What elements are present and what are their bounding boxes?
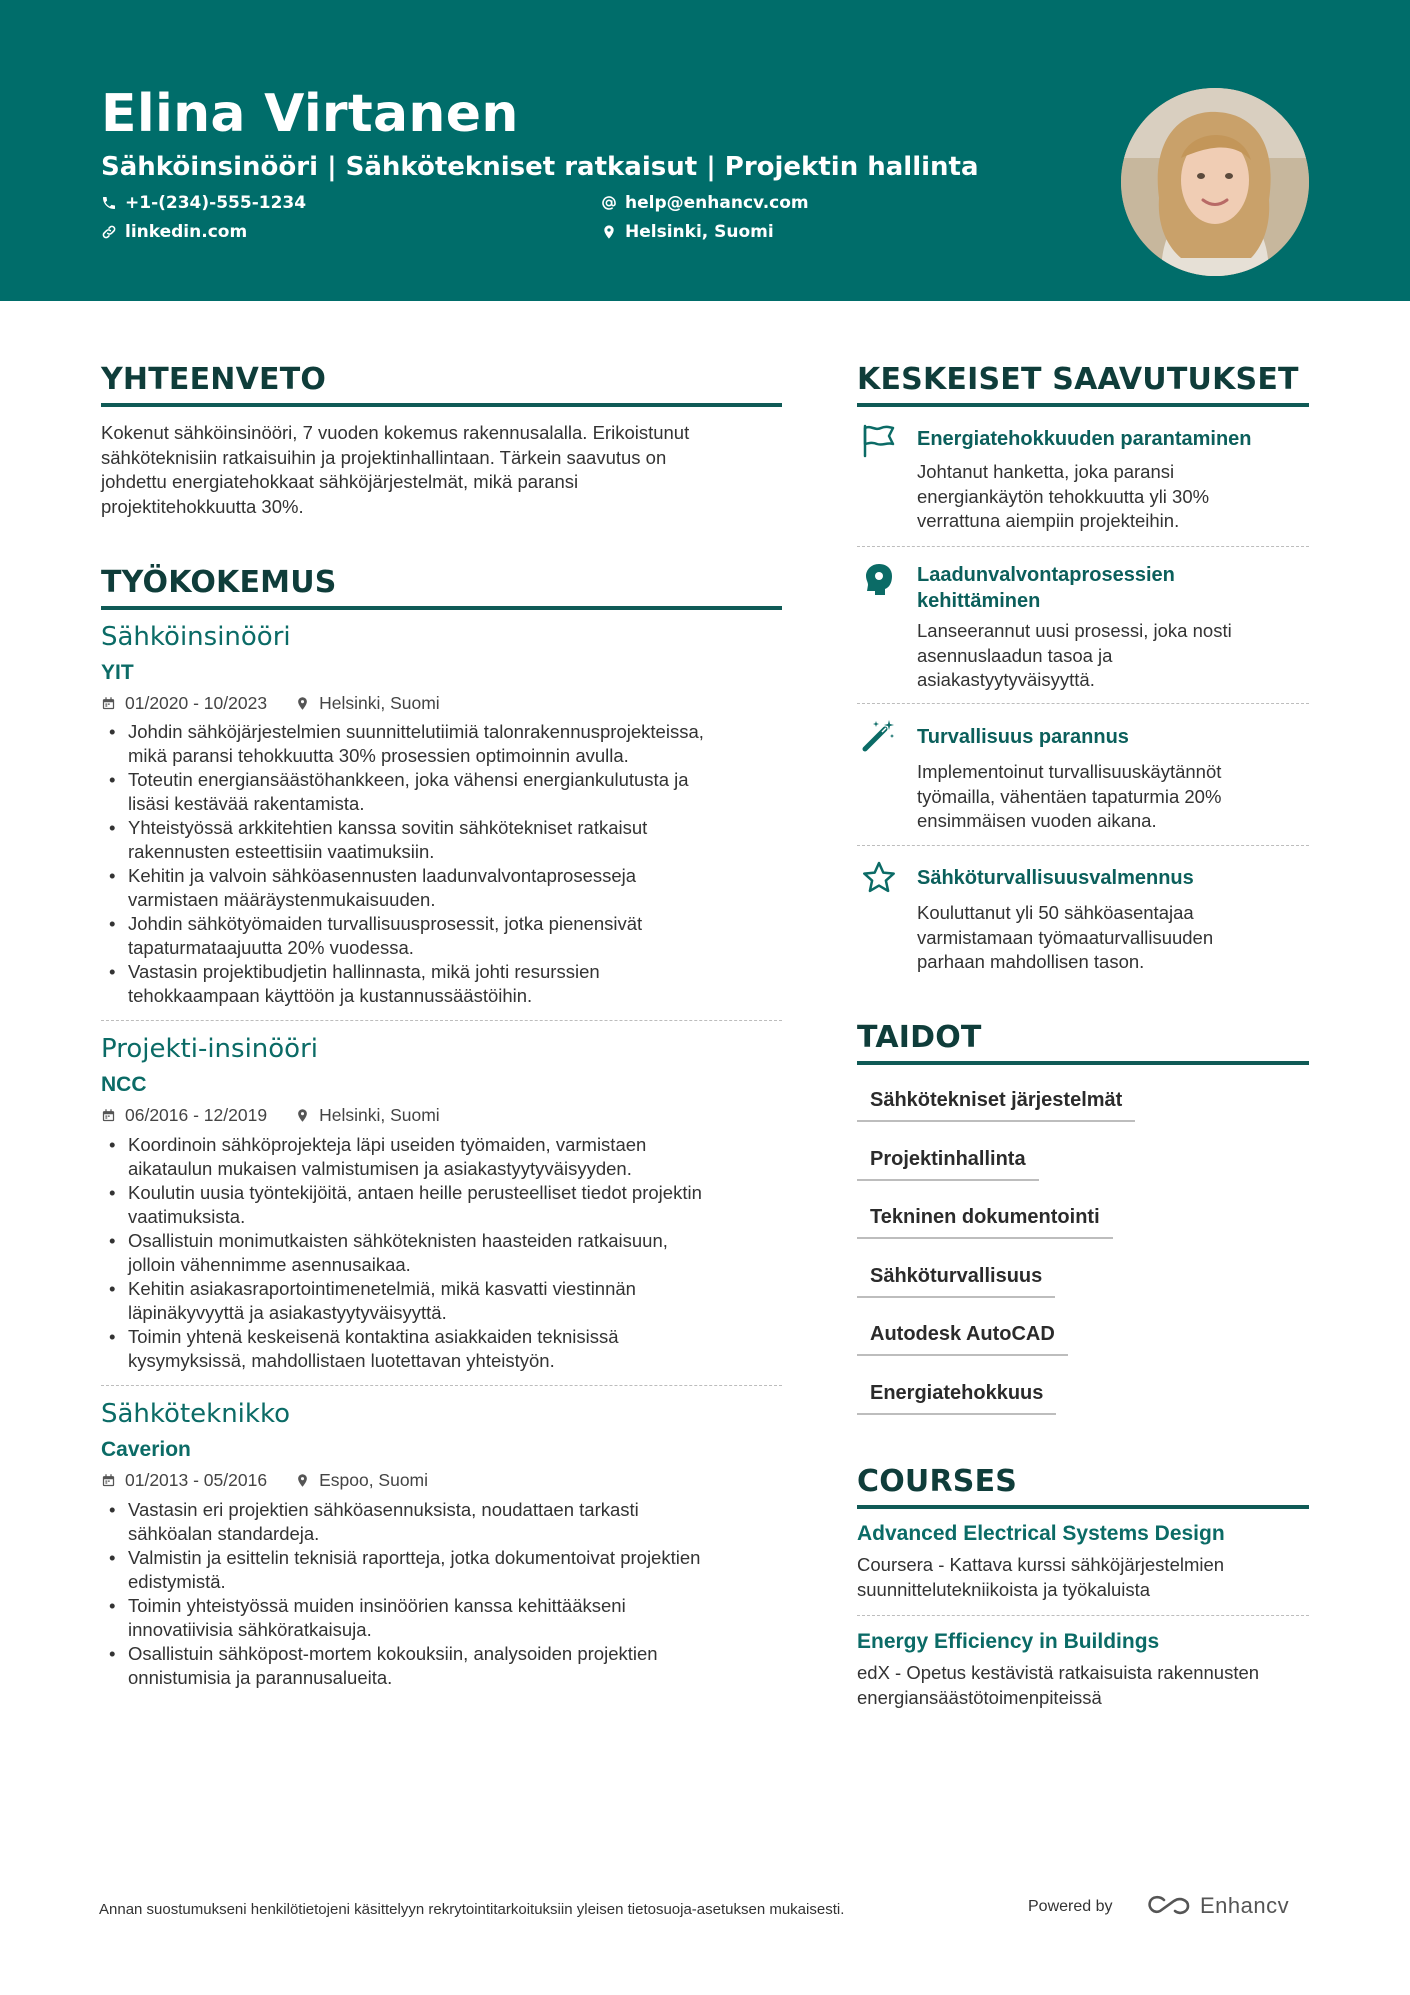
- course-title: Advanced Electrical Systems Design: [857, 1522, 1225, 1545]
- bullet-item: • Yhteistyössä arkkitehtien kanssa sovitin sähkötekniset ratkaisut rakennusten esteettisiin vaatimuksiin.: [101, 816, 791, 864]
- job-location: Helsinki, Suomi: [319, 1105, 440, 1125]
- bullet-item: • Osallistuin monimutkaisten sähköteknisten haasteiden ratkaisuun, jolloin vähennimme asennusaikaa.: [101, 1229, 791, 1277]
- powered-by-label: Powered by: [1028, 1898, 1113, 1915]
- job-bullets: [101, 1498, 791, 1690]
- job-title: Projekti-insinööri: [101, 1034, 319, 1064]
- candidate-subtitle: Sähköinsinööri | Sähkötekniset ratkaisut | Projektin hallinta: [101, 152, 979, 182]
- job-location: Helsinki, Suomi: [319, 693, 440, 713]
- achievement-desc: Lanseerannut uusi prosessi, joka nosti asennuslaadun tasoa ja asiakastyytyväisyyttä.: [917, 620, 1232, 690]
- job-dates: 01/2013 - 05/2016: [125, 1470, 268, 1490]
- bullet-item: • Johdin sähkötyömaiden turvallisuusprosessit, jotka pienensivät tapaturmataajuutta 20% vuodessa.: [101, 912, 791, 960]
- achievement-title: Laadunvalvontaprosessien kehittäminen: [917, 564, 1175, 612]
- profile-photo: [1121, 88, 1309, 276]
- bullet-item: • Koulutin uusia työntekijöitä, antaen heille perusteelliset tiedot projektin vaatimuksista.: [101, 1181, 791, 1229]
- bullet-item: • Koordinoin sähköprojekteja läpi useiden työmaiden, varmistaen aikataulun mukaisen valmistumisen ja asiakastyytyväisyyden.: [101, 1133, 791, 1181]
- divider: [101, 1020, 782, 1021]
- divider: [857, 1615, 1309, 1616]
- location-pin-icon: [601, 224, 617, 240]
- course-desc: Coursera - Kattava kurssi sähköjärjestelmien suunnittelutekniikoista ja työkaluista: [857, 1554, 1225, 1600]
- job-meta: [101, 1105, 440, 1126]
- achievement-desc: Johtanut hanketta, joka paransi energiankäytön tehokkuutta yli 30% verrattuna aiempiin projekteihin.: [917, 461, 1210, 531]
- contact-linkedin[interactable]: [101, 222, 247, 242]
- link-icon: [101, 224, 117, 240]
- divider: [857, 546, 1309, 547]
- job-bullets: [101, 720, 791, 1008]
- enhancv-logo[interactable]: [1146, 1893, 1289, 1919]
- job-meta: [101, 693, 440, 714]
- achievements-heading: KESKEISET SAAVUTUKSET: [857, 362, 1309, 407]
- achievement-desc: Implementoinut turvallisuuskäytännöt työmailla, vähentäen tapaturmia 20% ensimmäisen vuoden aikana.: [917, 761, 1222, 831]
- summary-line: projektitehokkuutta 30%.: [101, 495, 304, 517]
- summary-line: Kokenut sähköinsinööri, 7 vuoden kokemus rakennusalalla. Erikoistunut: [101, 422, 690, 443]
- achievement-title: Energiatehokkuuden parantaminen: [917, 428, 1252, 450]
- location-text: Helsinki, Suomi: [625, 222, 774, 242]
- job-meta: [101, 1470, 428, 1491]
- course-desc: edX - Opetus kestävistä ratkaisuista rakennusten energiansäästötoimenpiteissä: [857, 1662, 1260, 1708]
- skill-tag: Sähkötekniset järjestelmät: [857, 1089, 1135, 1122]
- divider: [101, 1385, 782, 1386]
- flag-icon: [861, 422, 897, 458]
- summary-line: johdettu energiatehokkaat sähköjärjestelmät, mikä paransi: [101, 471, 579, 492]
- course-title: Energy Efficiency in Buildings: [857, 1630, 1160, 1653]
- achievement-desc: Kouluttanut yli 50 sähköasentajaa varmistamaan työmaaturvallisuuden parhaan mahdollisen tason.: [917, 902, 1214, 972]
- divider: [857, 845, 1309, 846]
- header-banner: [0, 0, 1410, 301]
- bullet-item: • Osallistuin sähköpost-mortem kokouksiin, analysoiden projektien onnistumisia ja parannusalueita.: [101, 1642, 791, 1690]
- head-icon: [861, 561, 897, 597]
- summary-heading: YHTEENVETO: [101, 362, 782, 407]
- summary-line: sähköteknisiin ratkaisuihin ja projektinhallintaan. Tärkein saavutus on: [101, 446, 667, 468]
- enhancv-logo-icon: [1146, 1893, 1192, 1919]
- courses-heading: COURSES: [857, 1464, 1309, 1509]
- contact-email[interactable]: [601, 193, 809, 213]
- skills-heading: TAIDOT: [857, 1020, 1309, 1065]
- job-dates: 01/2020 - 10/2023: [125, 693, 268, 713]
- gdpr-consent: Annan suostumukseni henkilötietojeni käsittelyyn rekrytointitarkoituksiin yleisen tietosuoja-asetuksen mukaisesti.: [99, 1901, 845, 1918]
- contact-location: [601, 222, 774, 242]
- phone-icon: [101, 195, 117, 211]
- email-text: help@enhancv.com: [625, 193, 809, 213]
- calendar-icon: [101, 1108, 116, 1123]
- calendar-icon: [101, 696, 116, 711]
- bullet-item: • Valmistin ja esittelin teknisiä raportteja, jotka dokumentoivat projektien edistymistä.: [101, 1546, 791, 1594]
- skill-tag: Autodesk AutoCAD: [857, 1323, 1068, 1356]
- bullet-item: • Toimin yhtenä keskeisenä kontaktina asiakkaiden teknisissä kysymyksissä, mahdollistaen luotettavan yhteistyön.: [101, 1325, 791, 1373]
- job-company: Caverion: [101, 1438, 191, 1461]
- at-icon: [601, 195, 617, 211]
- contact-phone[interactable]: [101, 193, 306, 213]
- location-pin-icon: [295, 1473, 310, 1488]
- bullet-item: • Johdin sähköjärjestelmien suunnittelutiimiä talonrakennusprojekteissa, mikä paransi tehokkuutta 30% prosessien optimoinnin avulla.: [101, 720, 791, 768]
- summary-text: [101, 421, 801, 519]
- skill-tag: Sähköturvallisuus: [857, 1265, 1055, 1298]
- divider: [857, 703, 1309, 704]
- achievement-title: Turvallisuus parannus: [917, 726, 1129, 748]
- skill-tag: Tekninen dokumentointi: [857, 1206, 1113, 1239]
- bullet-item: • Vastasin eri projektien sähköasennuksista, noudattaen tarkasti sähköalan standardeja.: [101, 1498, 791, 1546]
- skill-tag: Energiatehokkuus: [857, 1382, 1056, 1415]
- skill-tag: Projektinhallinta: [857, 1148, 1039, 1181]
- job-company: NCC: [101, 1073, 147, 1096]
- achievement-title: Sähköturvallisuusvalmennus: [917, 867, 1194, 889]
- calendar-icon: [101, 1473, 116, 1488]
- phone-text: +1-(234)-555-1234: [125, 193, 307, 213]
- candidate-name: Elina Virtanen: [101, 84, 519, 144]
- enhancv-logo-text: Enhancv: [1200, 1893, 1290, 1918]
- star-icon: [861, 860, 897, 896]
- magic-wand-icon: [861, 717, 897, 753]
- job-location: Espoo, Suomi: [319, 1470, 429, 1490]
- job-bullets: [101, 1133, 791, 1373]
- bullet-item: • Kehitin asiakasraportointimenetelmiä, mikä kasvatti viestinnän läpinäkyvyyttä ja asiakastyytyväisyyttä.: [101, 1277, 791, 1325]
- bullet-item: • Toimin yhteistyössä muiden insinöörien kanssa kehittääkseni innovatiivisia sähköratkaisuja.: [101, 1594, 791, 1642]
- experience-heading: TYÖKOKEMUS: [101, 565, 782, 610]
- job-company: YIT: [101, 661, 134, 684]
- location-pin-icon: [295, 696, 310, 711]
- job-dates: 06/2016 - 12/2019: [125, 1105, 268, 1125]
- bullet-item: • Kehitin ja valvoin sähköasennusten laadunvalvontaprosesseja varmistaen määräystenmukaisuuden.: [101, 864, 791, 912]
- job-title: Sähköteknikko: [101, 1399, 290, 1429]
- bullet-item: • Vastasin projektibudjetin hallinnasta, mikä johti resurssien tehokkaampaan käyttöön ja kustannussäästöihin.: [101, 960, 791, 1008]
- location-pin-icon: [295, 1108, 310, 1123]
- bullet-item: • Toteutin energiansäästöhankkeen, joka vähensi energiankulutusta ja lisäsi kestävää rakentamista.: [101, 768, 791, 816]
- job-title: Sähköinsinööri: [101, 622, 291, 652]
- linkedin-text: linkedin.com: [125, 222, 248, 242]
